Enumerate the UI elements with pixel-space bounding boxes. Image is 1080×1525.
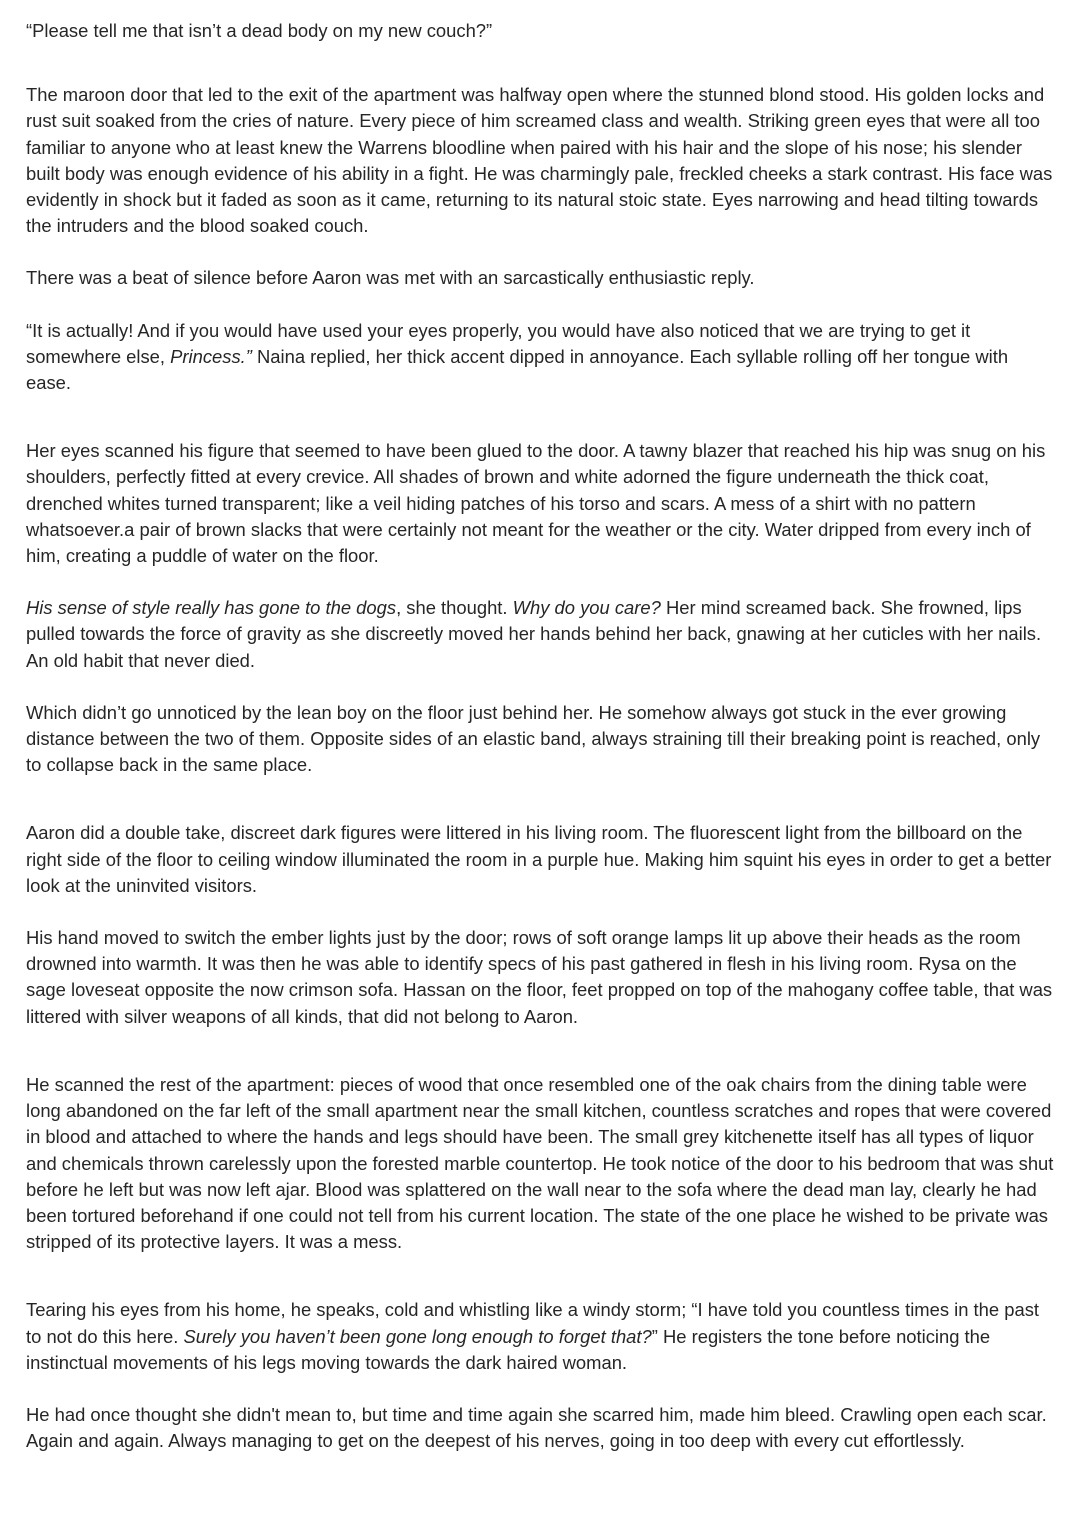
document-body — [26, 18, 1056, 1454]
paragraph-door-description: The maroon door that led to the exit of the apartment was halfway open where the stunned blond stood. His golden locks and rust suit soaked from the cries of nature. Every piece of him screamed class and wealth. Striking green eyes that were all too familiar to anyone who at least knew the Warrens bloodline when paired with his hair and the slope of his nose; his slender built body was enough evidence of his ability in a fight. He was charmingly pale, freckled cheeks a stark contrast. His face was evidently in shock but it faded as soon as it came, returning to its natural stoic state. Eyes narrowing and head tilting towards the intruders and the blood soaked couch. — [26, 84, 1053, 237]
speech-italic-question: Surely you haven’t been gone long enough to forget that? — [183, 1325, 652, 1347]
paragraph-scars: He had once thought she didn't mean to, but time and time again she scarred him, made him bleed. Crawling open each scar. Again and again. Always managing to get on the deepest of his nerves, going in too deep with every cut effortlessly. — [26, 1403, 1047, 1452]
paragraph-silence: There was a beat of silence before Aaron was met with an sarcastically enthusiastic reply. — [26, 267, 755, 289]
thought-text-she-thought: , she thought. — [396, 597, 513, 619]
paragraph-double-take: Aaron did a double take, discreet dark figures were littered in his living room. The fluorescent light from the billboard on the right side of the floor to ceiling window illuminated the room in a purple hue. Making him squint his eyes in order to get a better look at the uninvited visitors. — [26, 822, 1052, 896]
reply-text-end: Naina replied, her thick accent dipped in annoyance. Each syllable rolling off her tongue with ease. — [26, 345, 1009, 394]
paragraph-opening-line: “Please tell me that isn’t a dead body on my new couch?” — [26, 20, 493, 41]
paragraph-figure-scan: Her eyes scanned his figure that seemed to have been glued to the door. A tawny blazer that reached his hip was snug on his shoulders, perfectly fitted at every crevice. All shades of brown and white adorned the figure underneath the thick coat, drenched whites turned transparent; like a veil hiding patches of his torso and scars. A mess of a shirt with no pattern whatsoever.a pair of brown slacks that were certainly not meant for the weather or the city. Water dripped from every inch of him, creating a puddle of water on the floor. — [26, 440, 1046, 567]
paragraph-naina-reply — [26, 318, 1056, 397]
paragraph-apartment-scan: He scanned the rest of the apartment: pieces of wood that once resembled one of the oak chairs from the dining table were long abandoned on the far left of the small apartment near the small kitchen, countless scratches and ropes that were covered in blood and attached to where the hands and legs should have been. The small grey kitchenette itself has all types of liquor and chemicals thrown carelessly upon the forested marble countertop. He took notice of the door to his bedroom that was shut before he left but was now left ajar. Blood was splattered on the wall near to the sofa where the dead man lay, clearly he had been tortured beforehand if one could not tell from his current location. The state of the one place he wished to be private was stripped of its protective layers. It was a mess. — [26, 1073, 1054, 1253]
thought-italic-why-care: Why do you care? — [512, 597, 661, 619]
reply-italic-princess: Princess.” — [170, 345, 252, 367]
paragraph-style-thought — [26, 595, 1056, 674]
thought-text-end: Her mind screamed back. She frowned, lips pulled towards the force of gravity as she discreetly moved her hands behind her back, gnawing at her cuticles with her nails. An old habit that never died. — [26, 597, 1042, 671]
paragraph-ember-lights: His hand moved to switch the ember lights just by the door; rows of soft orange lamps lit up above their heads as the room drowned into warmth. It was then he was able to identify specs of his past gathered in flesh in his living room. Rysa on the sage loveseat opposite the now crimson sofa. Hassan on the floor, feet propped on top of the mahogany coffee table, that was littered with silver weapons of all kinds, that did not belong to Aaron. — [26, 927, 1053, 1027]
speech-text-start: Tearing his eyes from his home, he speaks, cold and whistling like a windy storm; “I have told you countless times in the past to not do this here. — [26, 1299, 1039, 1347]
paragraph-aaron-speaks — [26, 1297, 1056, 1376]
paragraph-lean-boy: Which didn’t go unnoticed by the lean boy on the floor just behind her. He somehow always got stuck in the ever growing distance between the two of them. Opposite sides of an elastic band, always straining till their breaking point is reached, only to collapse back in the same place. — [26, 701, 1041, 776]
reply-text-start: “It is actually! And if you would have used your eyes properly, you would have also noticed that we are trying to get it somewhere else, — [26, 319, 971, 367]
thought-italic-style: His sense of style really has gone to the dogs — [26, 597, 397, 619]
speech-text-end: ” He registers the tone before noticing the instinctual movements of his legs moving towards the dark haired woman. — [26, 1325, 991, 1373]
